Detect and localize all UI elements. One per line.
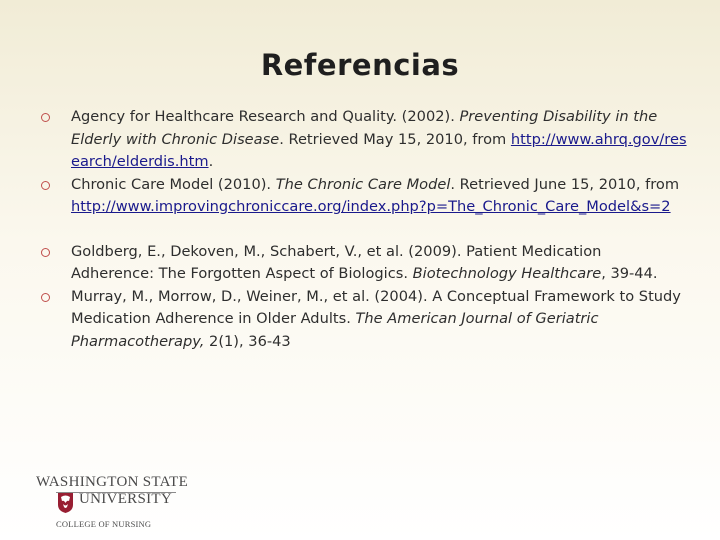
bullet-icon <box>41 113 50 122</box>
reference-title: The Chronic Care Model <box>275 175 451 193</box>
reference-title: The American Journal of Geriatric Pharmacotherapy, <box>71 310 599 350</box>
reference-item <box>38 286 688 354</box>
reference-text: Murray, M., Morrow, D., Weiner, M., et al. (2004). A Conceptual Framework to Study Medication Adherence in Older Adults. <box>71 287 681 327</box>
logo-college-name: COLLEGE OF NURSING <box>56 519 152 529</box>
reference-text: . Retrieved June 15, 2010, from <box>450 175 680 193</box>
reference-text: Chronic Care Model (2010). <box>71 175 276 193</box>
wsu-logo <box>36 474 196 534</box>
bullet-icon <box>41 248 50 257</box>
reference-title: Preventing Disability in the Elderly with Chronic Disease <box>71 108 658 148</box>
reference-text: Agency for Healthcare Research and Quality. (2002). <box>71 108 460 125</box>
reference-text: 2(1), 36-43 <box>204 332 291 350</box>
reference-link[interactable]: http://www.ahrq.gov/research/elderdis.htm <box>71 130 687 170</box>
reference-item <box>38 106 688 174</box>
reference-title: Biotechnology Healthcare <box>412 265 602 282</box>
reference-text: . <box>208 153 214 170</box>
reference-text: Goldberg, E., Dekoven, M., Schabert, V., et al. (2009). Patient Medication Adherence: The Forgotten Aspect of Biologics. <box>71 242 602 282</box>
reference-item <box>38 174 688 219</box>
reference-link[interactable]: http://www.improvingchroniccare.org/index.php?p=The_Chronic_Care_Model&s=2 <box>71 198 671 215</box>
cougar-head-icon <box>56 492 75 514</box>
bullet-icon <box>41 181 50 190</box>
reference-item <box>38 241 688 286</box>
reference-text: . Retrieved May 15, 2010, from <box>279 130 511 148</box>
logo-wordmark-line1: WASHINGTON STATE <box>36 474 189 490</box>
logo-wordmark-line2: UNIVERSITY <box>79 491 172 507</box>
slide-title: Referencias <box>260 48 460 82</box>
reference-text: , 39-44. <box>601 265 658 282</box>
reference-list <box>38 106 688 353</box>
bullet-icon <box>41 293 50 302</box>
